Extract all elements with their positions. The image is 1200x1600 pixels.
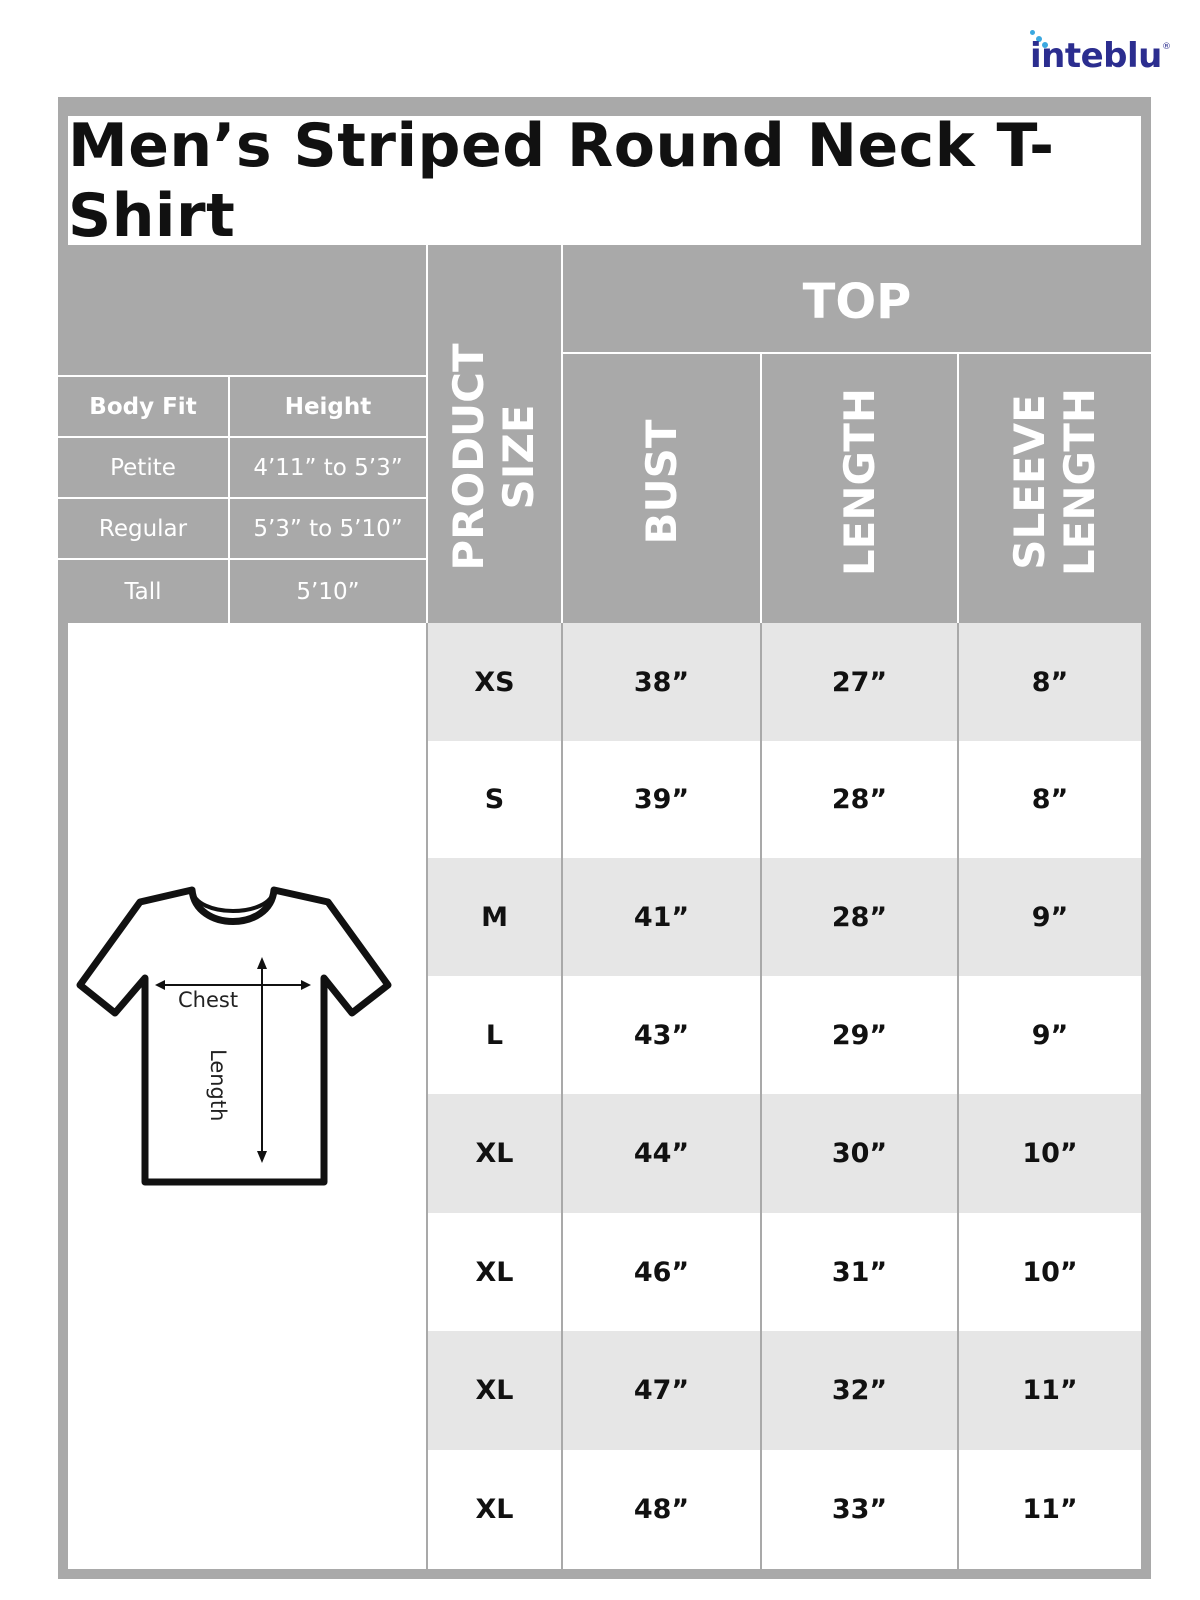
- product-size-line-2: SIZE: [494, 404, 543, 510]
- sleeve-cell: 8”: [1031, 666, 1069, 698]
- length-cell: 29”: [831, 1019, 888, 1051]
- body-fit-petite: Petite: [110, 454, 176, 481]
- brand-reg-mark: ®: [1162, 42, 1171, 52]
- length-cell: 31”: [831, 1256, 888, 1288]
- title-box: [68, 110, 1141, 251]
- shirt-diagram-area: [68, 623, 426, 1569]
- sleeve-cell: 11”: [1022, 1494, 1078, 1525]
- bust-cell: 41”: [633, 901, 690, 933]
- tshirt-diagram: [68, 623, 426, 1569]
- length-header: LENGTH: [835, 387, 884, 577]
- length-cell: 28”: [831, 784, 888, 815]
- table-row: [428, 1450, 1141, 1569]
- table-row: [428, 1213, 1141, 1331]
- bust-cell: 38”: [633, 666, 690, 698]
- size-cell: XL: [475, 1138, 514, 1169]
- divider: [760, 623, 762, 1569]
- divider: [426, 623, 428, 1569]
- height-petite: 4’11” to 5’3”: [253, 454, 403, 481]
- height-regular: 5’3” to 5’10”: [253, 515, 403, 542]
- chest-label: Chest: [178, 988, 239, 1012]
- size-cell: XS: [474, 666, 515, 698]
- sleeve-cell: 10”: [1022, 1256, 1078, 1288]
- divider: [957, 352, 959, 623]
- product-size-line-1: PRODUCT: [444, 343, 493, 571]
- product-size-header: [444, 257, 544, 657]
- sleeve-cell: 9”: [1031, 1019, 1069, 1051]
- table-row: [428, 976, 1141, 1094]
- table-row: [428, 858, 1141, 976]
- sleeve-length-header: [1005, 282, 1105, 682]
- bust-cell: 39”: [633, 784, 690, 815]
- sleeve-cell: 10”: [1022, 1138, 1078, 1169]
- brand-name: inteblu: [1030, 36, 1162, 76]
- height-tall: 5’10”: [296, 578, 360, 605]
- bust-cell: 44”: [633, 1138, 690, 1169]
- bust-cell: 48”: [633, 1494, 690, 1525]
- divider: [760, 352, 762, 623]
- body-fit-header: Body Fit: [89, 393, 197, 420]
- height-header: Height: [284, 393, 372, 420]
- length-label: Length: [206, 1049, 230, 1122]
- divider: [561, 623, 563, 1569]
- bust-cell: 46”: [633, 1256, 690, 1288]
- length-cell: 28”: [831, 901, 888, 933]
- sleeve-length-line-1: SLEEVE: [1005, 394, 1054, 570]
- body-fit-tall: Tall: [124, 578, 162, 605]
- page-title: Men’s Striped Round Neck T-Shirt: [68, 110, 1055, 251]
- length-cell: 27”: [831, 666, 888, 698]
- size-cell: L: [485, 1019, 504, 1051]
- bust-cell: 43”: [633, 1019, 690, 1051]
- divider: [426, 245, 428, 623]
- size-cell: XL: [475, 1494, 514, 1525]
- brand-logo: [1022, 30, 1172, 82]
- size-cell: XL: [475, 1256, 514, 1288]
- length-cell: 33”: [831, 1494, 888, 1525]
- table-row: [428, 741, 1141, 858]
- table-row: [428, 1094, 1141, 1213]
- bust-header: BUST: [637, 419, 686, 545]
- top-header: TOP: [802, 274, 912, 330]
- bust-cell: 47”: [633, 1375, 690, 1406]
- sleeve-cell: 11”: [1022, 1375, 1078, 1406]
- length-cell: 32”: [831, 1375, 888, 1406]
- table-row: [428, 1331, 1141, 1450]
- sleeve-length-line-2: LENGTH: [1055, 387, 1104, 577]
- length-cell: 30”: [831, 1138, 888, 1169]
- size-cell: M: [481, 901, 508, 933]
- table-row: [428, 623, 1141, 741]
- size-cell: S: [484, 784, 505, 815]
- sleeve-cell: 9”: [1031, 901, 1069, 933]
- size-cell: XL: [475, 1375, 514, 1406]
- body-fit-regular: Regular: [98, 515, 188, 542]
- divider: [957, 623, 959, 1569]
- tshirt-outline-icon: [80, 890, 388, 1182]
- sleeve-cell: 8”: [1031, 784, 1069, 815]
